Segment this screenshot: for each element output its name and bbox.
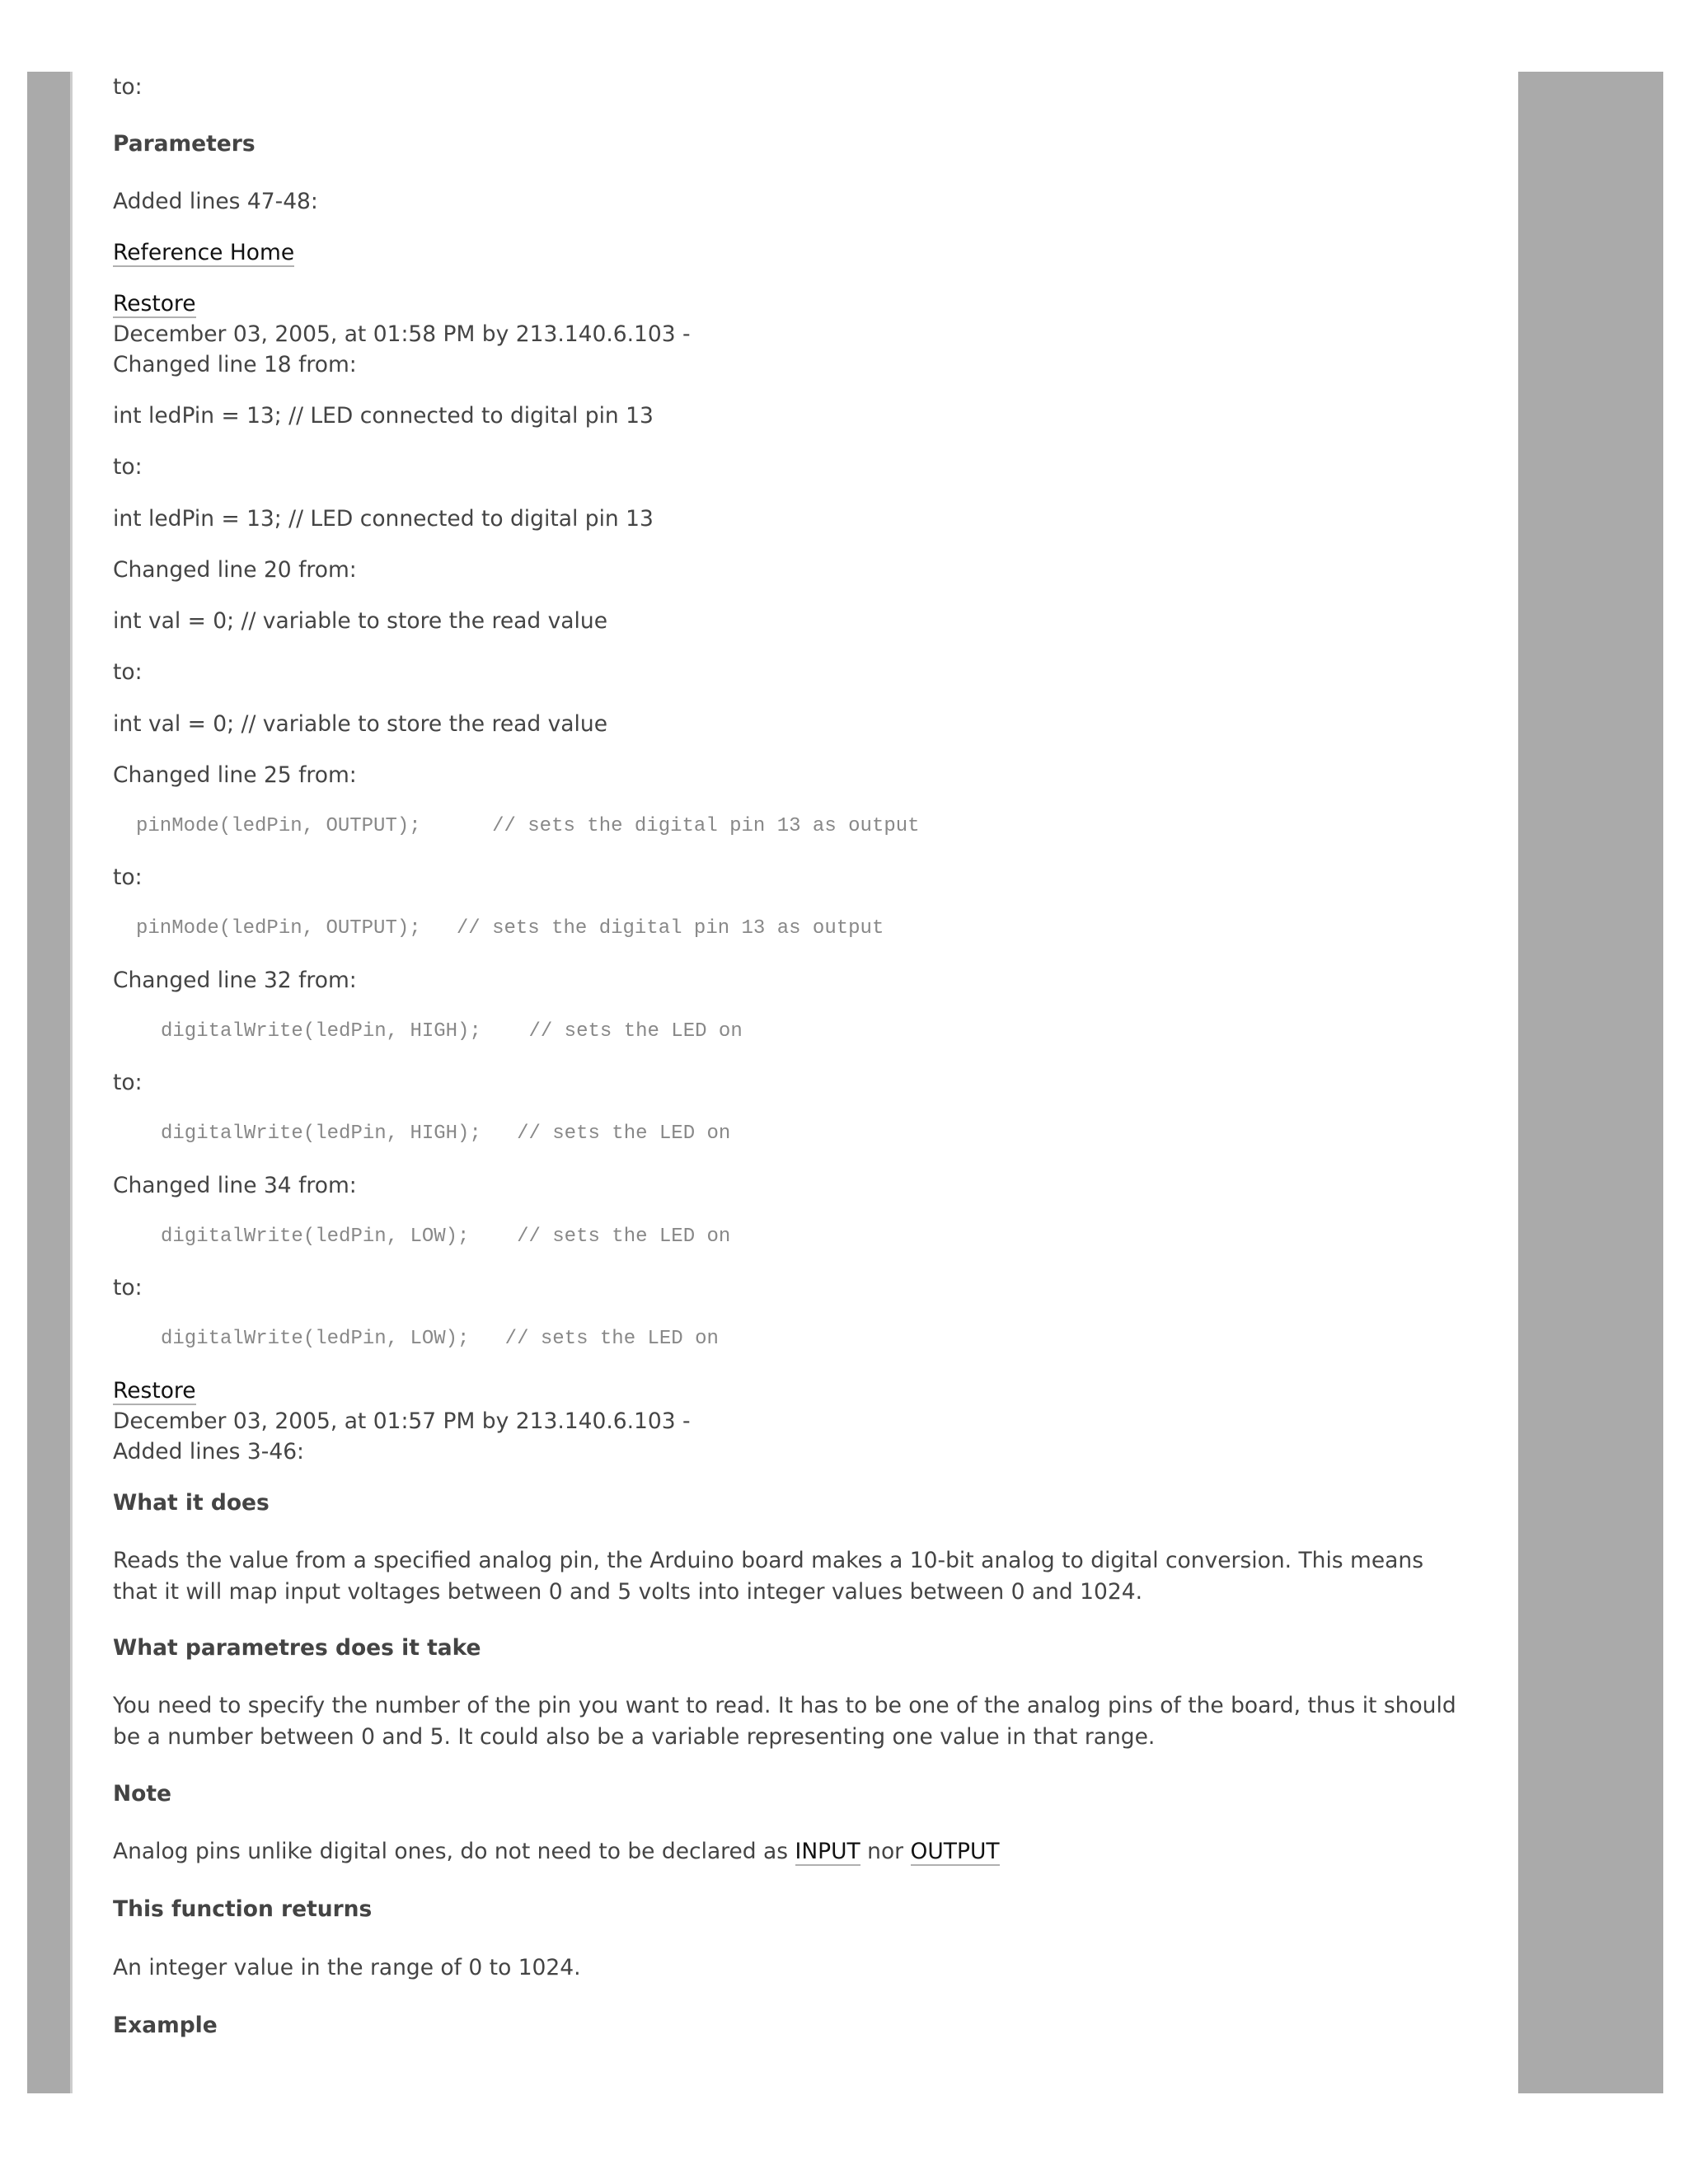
changed-line-18: Changed line 18 from: — [113, 352, 357, 377]
what-parametres-paragraph: You need to specify the number of the pin you want to read. It has to be one of the analog pins of the board, thus it should be a number between 0 and 5. It could also be a variable representing one value in that range. — [113, 1693, 1456, 1750]
added-lines-47-48: Added lines 47-48: — [113, 189, 318, 214]
example-heading: Example — [113, 2013, 218, 2038]
left-page-border — [27, 72, 73, 2093]
restore-link-wrap-1 — [113, 288, 196, 320]
code-line-25-from: pinMode(ledPin, OUTPUT); // sets the digital pin 13 as output — [136, 815, 920, 837]
changed-line-34: Changed line 34 from: — [113, 1173, 357, 1198]
code-line-20-to: int val = 0; // variable to store the read value — [113, 711, 608, 737]
note-paragraph — [113, 1836, 1000, 1868]
code-line-34-from: digitalWrite(ledPin, LOW); // sets the LED on — [161, 1226, 731, 1248]
to-label: to: — [113, 659, 143, 685]
code-line-18-to: int ledPin = 13; // LED connected to digital pin 13 — [113, 506, 654, 532]
reference-home-link-wrap — [113, 237, 294, 269]
note-text-middle: nor — [867, 1839, 904, 1864]
changed-line-20: Changed line 20 from: — [113, 557, 357, 583]
revision-timestamp: December 03, 2005, at 01:58 PM by 213.140.6.103 - — [113, 321, 691, 347]
revision-timestamp: December 03, 2005, at 01:57 PM by 213.140.6.103 - — [113, 1408, 691, 1434]
note-heading: Note — [113, 1781, 172, 1807]
restore-link-wrap-2 — [113, 1376, 196, 1407]
to-label: to: — [113, 1070, 143, 1095]
code-line-25-to: pinMode(ledPin, OUTPUT); // sets the digital pin 13 as output — [136, 917, 884, 940]
changed-line-25: Changed line 25 from: — [113, 762, 357, 788]
added-lines-3-46: Added lines 3-46: — [113, 1439, 304, 1465]
input-link[interactable]: INPUT — [795, 1839, 860, 1864]
to-label: to: — [113, 454, 143, 480]
note-text-start: Analog pins unlike digital ones, do not need to be declared as — [113, 1839, 789, 1864]
output-link[interactable]: OUTPUT — [910, 1839, 1000, 1864]
right-page-border — [1518, 72, 1663, 2093]
code-line-18-from: int ledPin = 13; // LED connected to digital pin 13 — [113, 403, 654, 429]
to-label: to: — [113, 1275, 143, 1301]
restore-link[interactable]: Restore — [113, 1378, 196, 1404]
to-label: to: — [113, 865, 143, 890]
parameters-heading: Parameters — [113, 131, 256, 157]
to-label: to: — [113, 74, 143, 100]
what-it-does-heading: What it does — [113, 1490, 270, 1516]
code-line-32-from: digitalWrite(ledPin, HIGH); // sets the LED on — [161, 1020, 743, 1043]
code-line-32-to: digitalWrite(ledPin, HIGH); // sets the LED on — [161, 1122, 731, 1145]
what-it-does-paragraph: Reads the value from a specified analog pin, the Arduino board makes a 10-bit analog to digital conversion. This means that it will map input voltages between 0 and 5 volts into integer values between 0 and 1024. — [113, 1548, 1423, 1605]
restore-link[interactable]: Restore — [113, 291, 196, 316]
code-line-34-to: digitalWrite(ledPin, LOW); // sets the LED on — [161, 1328, 719, 1350]
changed-line-32: Changed line 32 from: — [113, 968, 357, 993]
code-line-20-from: int val = 0; // variable to store the read value — [113, 608, 608, 634]
returns-heading: This function returns — [113, 1896, 373, 1922]
returns-paragraph: An integer value in the range of 0 to 1024. — [113, 1955, 581, 1980]
what-parametres-heading: What parametres does it take — [113, 1635, 481, 1661]
reference-home-link[interactable]: Reference Home — [113, 240, 295, 265]
